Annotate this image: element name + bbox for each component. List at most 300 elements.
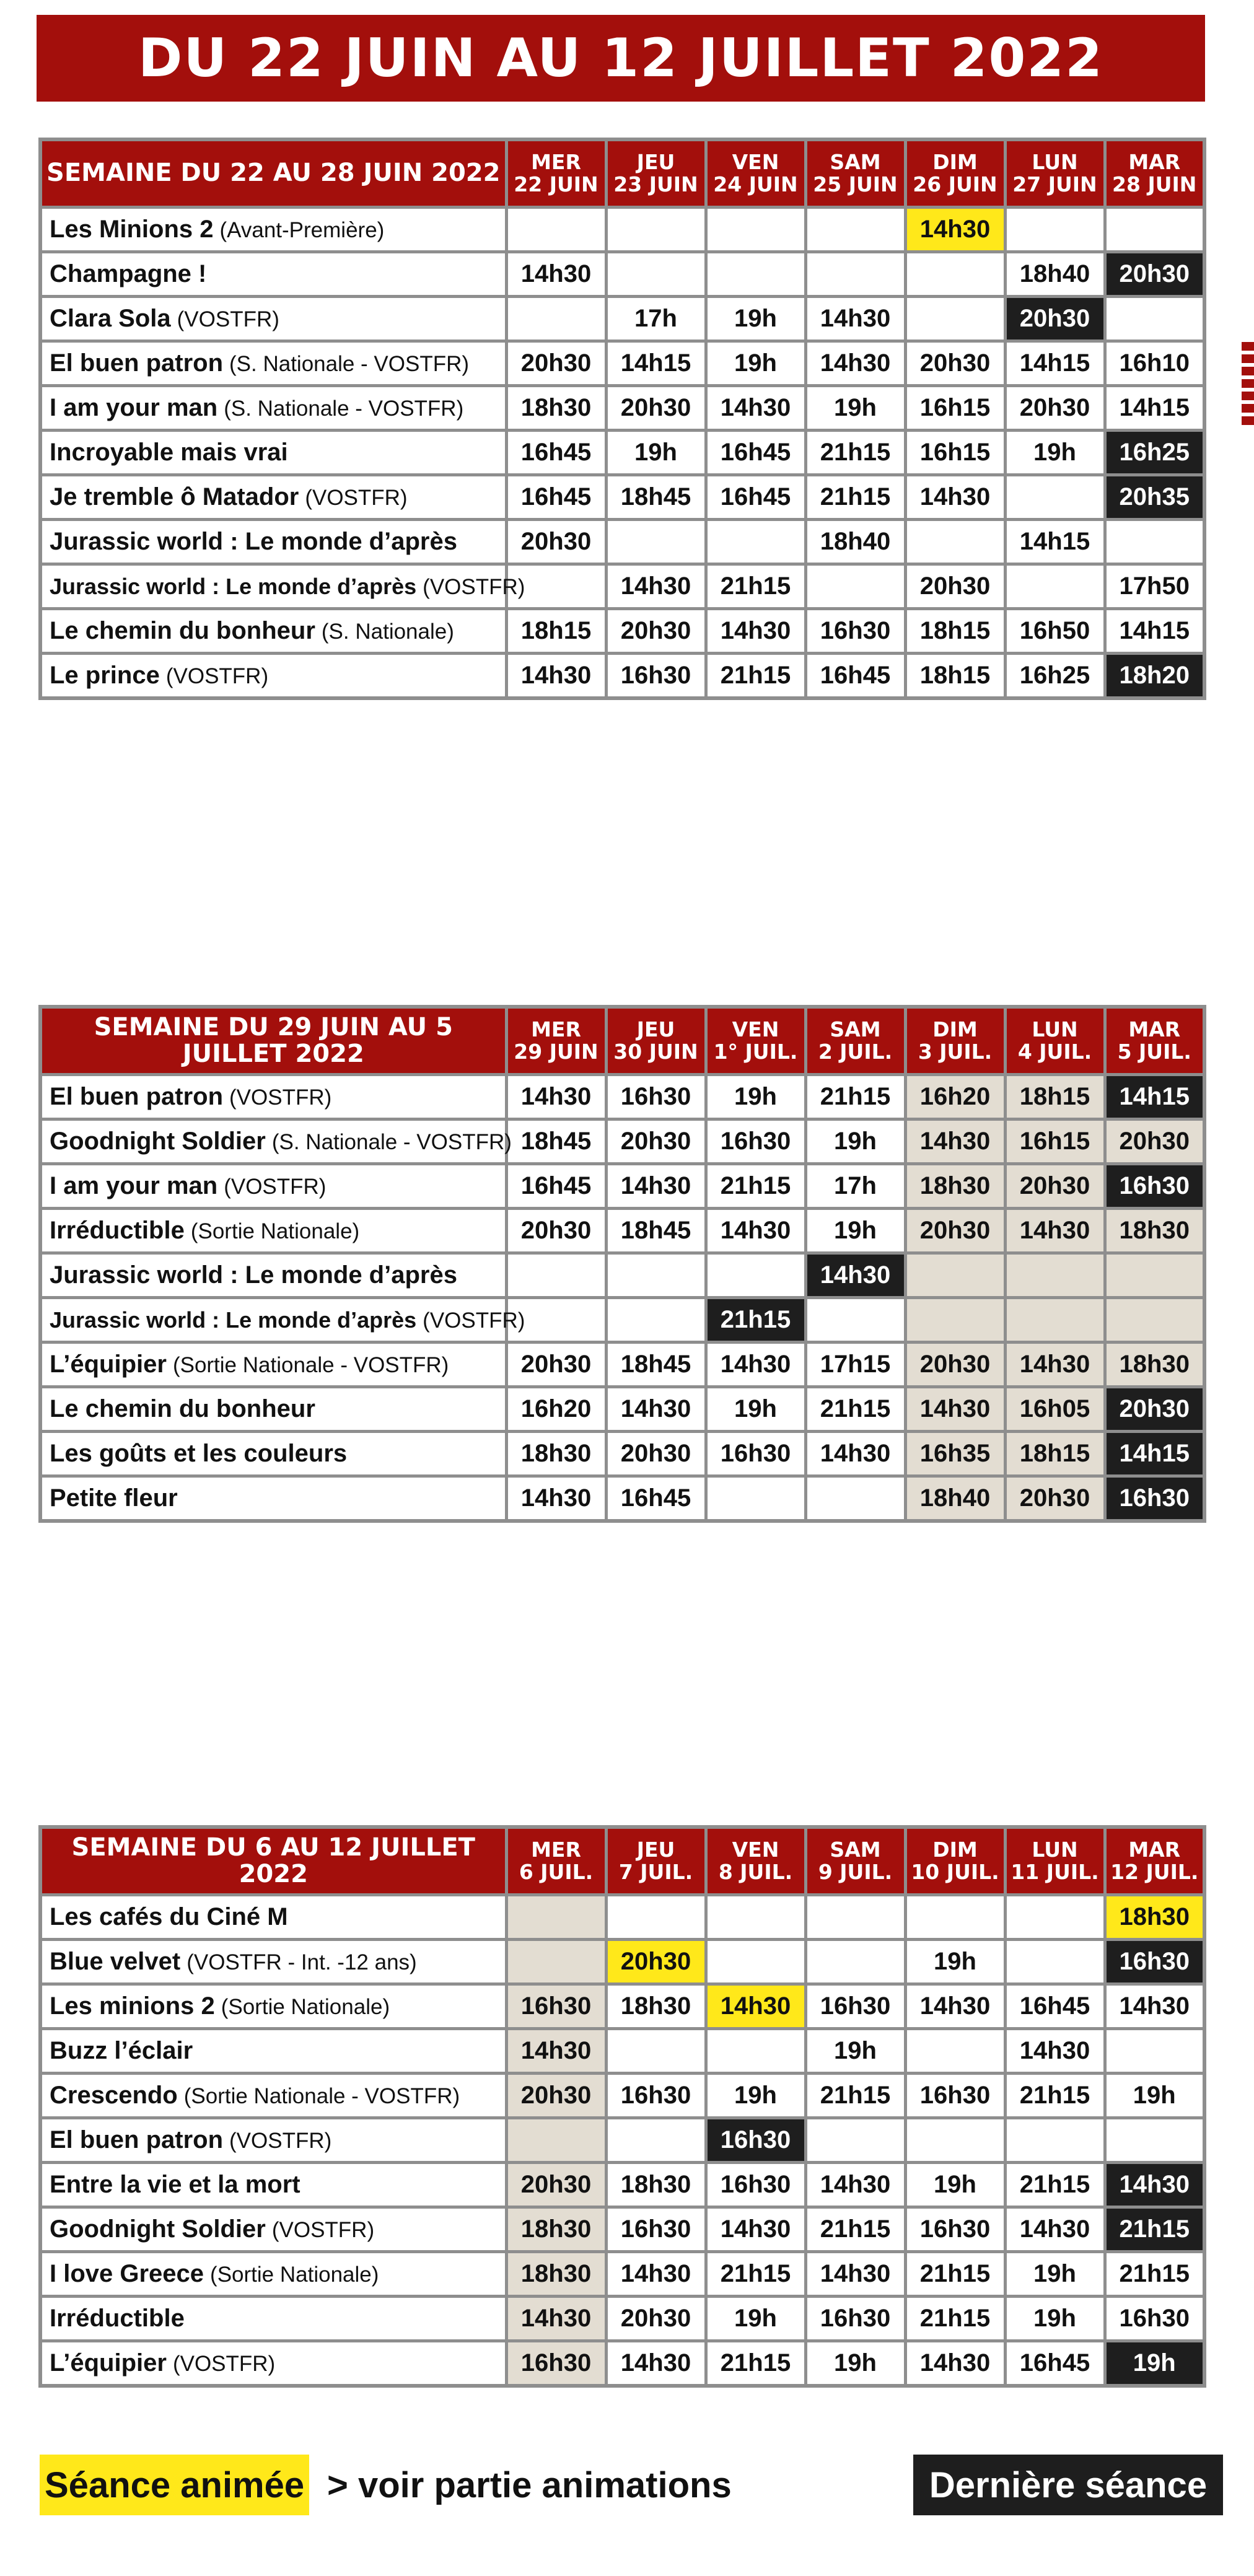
film-name: L’équipier <box>50 1351 167 1378</box>
film-note: (S. Nationale - VOSTFR) <box>271 1130 512 1154</box>
day-header <box>1105 139 1204 208</box>
showtime-cell <box>506 1940 606 1984</box>
film-title-cell <box>40 1343 506 1387</box>
film-title-cell <box>40 297 506 341</box>
film-row <box>40 1298 1204 1343</box>
showtime-cell: 16h35 <box>905 1432 1005 1476</box>
showtime-cell: 16h10 <box>1105 341 1204 386</box>
film-row <box>40 2252 1204 2297</box>
showtime-cell <box>506 1895 606 1940</box>
showtime-cell: 14h30 <box>706 1209 805 1253</box>
showtime-cell <box>506 2118 606 2163</box>
showtime-cell: 14h30 <box>506 252 606 297</box>
day-date: 26 JUIN <box>913 172 998 196</box>
showtime-cell <box>1005 564 1105 609</box>
showtime-cell <box>905 2029 1005 2074</box>
showtime-cell: 14h30 <box>606 564 706 609</box>
showtime-cell: 14h30 <box>506 654 606 699</box>
showtime-cell: 16h30 <box>706 1119 805 1164</box>
film-name: El buen patron <box>50 349 223 377</box>
day-name: DIM <box>932 1017 978 1042</box>
showtime-cell <box>905 520 1005 564</box>
showtime-cell: 19h <box>805 2341 905 2386</box>
film-note: (Sortie Nationale - VOSTFR) <box>183 2084 460 2108</box>
film-note: (Sortie Nationale) <box>190 1219 360 1243</box>
showtime-cell: 14h30 <box>1105 1984 1204 2029</box>
day-header <box>905 1827 1005 1895</box>
film-note: (Sortie Nationale) <box>221 1995 390 2019</box>
day-header <box>1005 1827 1105 1895</box>
showtime-cell: 18h45 <box>606 1209 706 1253</box>
day-name: MAR <box>1128 1017 1181 1042</box>
film-title-cell <box>40 1164 506 1209</box>
film-note: (VOSTFR) <box>172 2352 276 2376</box>
showtime-cell: 21h15 <box>805 1075 905 1119</box>
showtime-cell <box>905 252 1005 297</box>
showtime-cell: 14h30 <box>606 1387 706 1432</box>
film-title-cell <box>40 654 506 699</box>
film-name: Champagne ! <box>50 260 207 287</box>
showtime-cell: 20h30 <box>1105 252 1204 297</box>
film-name: Entre la vie et la mort <box>50 2171 300 2198</box>
showtime-cell: 21h15 <box>1005 2163 1105 2207</box>
showtime-cell <box>606 520 706 564</box>
legend-animated-note: > voir partie animations <box>327 2464 732 2505</box>
day-date: 27 JUIN <box>1012 172 1097 196</box>
showtime-cell: 14h30 <box>606 1164 706 1209</box>
showtime-cell <box>805 1895 905 1940</box>
showtime-cell: 19h <box>706 2074 805 2118</box>
day-header <box>506 139 606 208</box>
showtime-cell: 16h30 <box>706 2118 805 2163</box>
film-title-cell <box>40 431 506 475</box>
film-note: (VOSTFR) <box>229 1085 332 1110</box>
day-name: SAM <box>830 1838 881 1862</box>
film-row <box>40 520 1204 564</box>
day-name: LUN <box>1032 1838 1078 1862</box>
film-name: Clara Sola <box>50 305 171 332</box>
showtime-cell: 19h <box>706 1075 805 1119</box>
showtime-cell: 19h <box>1005 2297 1105 2341</box>
showtime-cell: 14h30 <box>1005 2207 1105 2252</box>
showtime-cell: 20h30 <box>506 2074 606 2118</box>
film-name: Incroyable mais vrai <box>50 439 288 466</box>
film-name: Le prince <box>50 662 160 689</box>
showtime-cell <box>1105 2029 1204 2074</box>
showtime-cell: 16h45 <box>606 1476 706 1522</box>
showtime-cell <box>606 1298 706 1343</box>
day-name: MER <box>531 150 581 175</box>
day-name: SAM <box>830 150 881 175</box>
day-header <box>905 139 1005 208</box>
film-note: (Sortie Nationale) <box>210 2263 379 2287</box>
showtime-cell: 14h30 <box>606 2341 706 2386</box>
film-title-cell <box>40 1253 506 1298</box>
showtime-cell: 14h15 <box>1105 386 1204 431</box>
day-name: SAM <box>830 1017 881 1042</box>
film-name: Crescendo <box>50 2082 178 2109</box>
showtime-cell: 20h30 <box>1005 297 1105 341</box>
showtime-cell: 21h15 <box>706 2252 805 2297</box>
showtime-cell: 16h15 <box>905 431 1005 475</box>
showtime-cell: 20h30 <box>506 2163 606 2207</box>
film-row <box>40 1476 1204 1522</box>
day-header <box>805 1007 905 1075</box>
day-name: MER <box>531 1838 581 1862</box>
film-row <box>40 654 1204 699</box>
showtime-cell: 19h <box>706 341 805 386</box>
showtime-cell: 20h30 <box>606 1119 706 1164</box>
film-title-cell <box>40 208 506 252</box>
film-name: El buen patron <box>50 1083 223 1110</box>
showtime-cell: 16h30 <box>1105 1476 1204 1522</box>
showtime-cell: 16h25 <box>1105 431 1204 475</box>
showtime-cell: 16h30 <box>606 2207 706 2252</box>
showtime-cell: 21h15 <box>1005 2074 1105 2118</box>
day-date: 28 JUIN <box>1112 172 1197 196</box>
showtime-cell: 16h45 <box>805 654 905 699</box>
film-title-cell <box>40 1387 506 1432</box>
week-header-row <box>40 1007 1204 1075</box>
film-row <box>40 2341 1204 2386</box>
day-header <box>706 1827 805 1895</box>
showtime-cell <box>606 208 706 252</box>
day-date: 24 JUIN <box>713 172 798 196</box>
day-header <box>805 1827 905 1895</box>
showtime-cell <box>606 252 706 297</box>
showtime-cell <box>1005 1940 1105 1984</box>
showtime-cell: 20h30 <box>606 1940 706 1984</box>
film-name: El buen patron <box>50 2126 223 2153</box>
showtime-cell: 14h15 <box>1005 341 1105 386</box>
showtime-cell: 19h <box>805 386 905 431</box>
showtime-cell <box>1105 297 1204 341</box>
day-header <box>506 1827 606 1895</box>
day-date: 23 JUIN <box>613 172 698 196</box>
showtime-cell: 14h15 <box>1105 609 1204 654</box>
showtime-cell: 18h30 <box>506 2252 606 2297</box>
day-name: LUN <box>1032 150 1078 175</box>
film-row <box>40 1209 1204 1253</box>
film-row <box>40 2163 1204 2207</box>
showtime-cell <box>706 520 805 564</box>
film-title-cell <box>40 2029 506 2074</box>
film-name: L’équipier <box>50 2349 167 2377</box>
showtime-cell <box>905 1895 1005 1940</box>
film-row <box>40 386 1204 431</box>
film-note: (Sortie Nationale - VOSTFR) <box>172 1353 449 1377</box>
showtime-cell <box>706 1476 805 1522</box>
showtime-cell: 16h30 <box>606 1075 706 1119</box>
showtime-cell <box>805 1940 905 1984</box>
film-note: (VOSTFR) <box>423 575 525 599</box>
showtime-cell: 16h45 <box>1005 1984 1105 2029</box>
showtime-cell: 20h30 <box>905 564 1005 609</box>
showtime-cell: 18h40 <box>805 520 905 564</box>
day-header <box>1105 1007 1204 1075</box>
showtime-cell: 17h50 <box>1105 564 1204 609</box>
showtime-cell: 14h30 <box>805 2163 905 2207</box>
film-row <box>40 2297 1204 2341</box>
showtime-cell <box>805 208 905 252</box>
showtime-cell: 14h30 <box>706 1984 805 2029</box>
day-header <box>606 139 706 208</box>
day-name: JEU <box>636 1838 675 1862</box>
day-header <box>506 1007 606 1075</box>
showtime-cell: 14h30 <box>506 2297 606 2341</box>
showtime-cell: 14h30 <box>905 208 1005 252</box>
film-row <box>40 1984 1204 2029</box>
film-name: Petite fleur <box>50 1484 178 1512</box>
showtime-cell: 14h30 <box>606 2252 706 2297</box>
showtime-cell <box>706 208 805 252</box>
showtime-cell: 20h30 <box>606 609 706 654</box>
film-row <box>40 475 1204 520</box>
showtime-cell <box>1005 1298 1105 1343</box>
film-name: Irréductible <box>50 2305 185 2332</box>
showtime-cell: 16h30 <box>805 2297 905 2341</box>
showtime-cell <box>1005 475 1105 520</box>
showtime-cell: 14h15 <box>1105 1075 1204 1119</box>
showtime-cell: 14h30 <box>805 341 905 386</box>
film-title-cell <box>40 1476 506 1522</box>
film-row <box>40 609 1204 654</box>
showtime-cell <box>1005 208 1105 252</box>
film-row <box>40 1119 1204 1164</box>
film-row <box>40 2074 1204 2118</box>
showtime-cell: 14h30 <box>805 1253 905 1298</box>
showtime-cell: 16h45 <box>706 475 805 520</box>
showtime-cell: 14h30 <box>905 2341 1005 2386</box>
showtime-cell: 18h30 <box>1105 1895 1204 1940</box>
showtime-cell: 21h15 <box>1105 2252 1204 2297</box>
day-name: MAR <box>1128 1838 1181 1862</box>
showtime-cell: 16h45 <box>506 1164 606 1209</box>
showtime-cell: 14h30 <box>1005 2029 1105 2074</box>
film-name: Irréductible <box>50 1217 185 1244</box>
showtime-cell: 20h30 <box>1005 1476 1105 1522</box>
week-label: SEMAINE DU 6 AU 12 JUILLET 2022 <box>40 1827 506 1895</box>
showtime-cell <box>606 1253 706 1298</box>
film-name: Jurassic world : Le monde d’après <box>50 1261 457 1289</box>
day-date: 7 JUIL. <box>618 1860 693 1884</box>
day-date: 22 JUIN <box>514 172 598 196</box>
showtime-cell: 14h30 <box>706 1343 805 1387</box>
showtime-cell <box>905 2118 1005 2163</box>
day-name: JEU <box>636 1017 675 1042</box>
week-3-table <box>38 1825 1206 2388</box>
showtime-cell: 18h30 <box>606 2163 706 2207</box>
showtime-cell: 18h15 <box>905 609 1005 654</box>
showtime-cell: 21h15 <box>1105 2207 1204 2252</box>
showtime-cell: 16h45 <box>1005 2341 1105 2386</box>
showtime-cell <box>506 1253 606 1298</box>
showtime-cell: 16h30 <box>805 609 905 654</box>
showtime-cell: 14h30 <box>1005 1209 1105 1253</box>
film-name: Les goûts et les couleurs <box>50 1440 348 1467</box>
showtime-cell <box>905 1253 1005 1298</box>
day-date: 9 JUIL. <box>818 1860 893 1884</box>
day-date: 29 JUIN <box>514 1040 598 1064</box>
day-date: 30 JUIN <box>613 1040 698 1064</box>
showtime-cell: 18h45 <box>506 1119 606 1164</box>
film-title-cell <box>40 475 506 520</box>
showtime-cell: 14h30 <box>905 1119 1005 1164</box>
showtime-cell: 20h30 <box>506 341 606 386</box>
showtime-cell <box>905 1298 1005 1343</box>
day-name: VEN <box>732 150 779 175</box>
day-header <box>706 139 805 208</box>
showtime-cell: 16h30 <box>905 2207 1005 2252</box>
showtime-cell: 21h15 <box>805 2207 905 2252</box>
showtime-cell: 21h15 <box>805 1387 905 1432</box>
showtime-cell: 18h30 <box>506 1432 606 1476</box>
showtime-cell: 20h30 <box>905 1209 1005 1253</box>
showtime-cell: 19h <box>1105 2341 1204 2386</box>
week-header-row <box>40 1827 1204 1895</box>
day-name: DIM <box>932 150 978 175</box>
showtime-cell: 14h30 <box>506 1075 606 1119</box>
showtime-cell: 14h30 <box>706 2207 805 2252</box>
showtime-cell: 16h30 <box>1105 2297 1204 2341</box>
showtime-cell: 21h15 <box>706 1298 805 1343</box>
film-note: (S. Nationale - VOSTFR) <box>224 396 464 421</box>
showtime-cell <box>706 2029 805 2074</box>
showtime-cell <box>706 1253 805 1298</box>
showtime-cell: 18h30 <box>506 386 606 431</box>
week-1-table <box>38 138 1206 700</box>
showtime-cell: 14h30 <box>905 475 1005 520</box>
film-title-cell <box>40 341 506 386</box>
film-row <box>40 1432 1204 1476</box>
film-title-cell <box>40 1432 506 1476</box>
showtime-cell: 19h <box>706 1387 805 1432</box>
film-name: Jurassic world : Le monde d’après <box>50 528 457 555</box>
showtime-cell: 18h30 <box>1105 1209 1204 1253</box>
showtime-cell <box>1005 2118 1105 2163</box>
legend-last-session: Dernière séance <box>913 2455 1223 2515</box>
showtime-cell: 19h <box>1005 431 1105 475</box>
showtime-cell <box>1005 1253 1105 1298</box>
day-name: MAR <box>1128 150 1181 175</box>
showtime-cell <box>706 1940 805 1984</box>
day-name: LUN <box>1032 1017 1078 1042</box>
showtime-cell <box>1005 1895 1105 1940</box>
showtime-cell: 14h30 <box>1005 1343 1105 1387</box>
showtime-cell <box>506 297 606 341</box>
showtime-cell: 16h30 <box>606 2074 706 2118</box>
showtime-cell <box>805 1476 905 1522</box>
showtime-cell: 16h30 <box>706 2163 805 2207</box>
film-row <box>40 1387 1204 1432</box>
showtime-cell: 14h15 <box>1105 1432 1204 1476</box>
showtime-cell: 21h15 <box>706 564 805 609</box>
film-row <box>40 1940 1204 1984</box>
page-title: DU 22 JUIN AU 12 JUILLET 2022 <box>37 15 1205 102</box>
film-row <box>40 341 1204 386</box>
showtime-cell: 14h30 <box>905 1387 1005 1432</box>
film-name: Blue velvet <box>50 1948 181 1975</box>
film-name: I am your man <box>50 394 218 421</box>
film-row <box>40 1164 1204 1209</box>
film-name: I love Greece <box>50 2260 204 2287</box>
film-name: Le chemin du bonheur <box>50 617 315 644</box>
film-title-cell <box>40 2118 506 2163</box>
showtime-cell: 17h <box>606 297 706 341</box>
showtime-cell <box>805 564 905 609</box>
showtime-cell: 18h20 <box>1105 654 1204 699</box>
film-note: (VOSTFR - Int. -12 ans) <box>186 1950 417 1974</box>
film-title-cell <box>40 386 506 431</box>
day-header <box>1005 1007 1105 1075</box>
showtime-cell: 20h30 <box>506 520 606 564</box>
day-name: VEN <box>732 1838 779 1862</box>
showtime-cell <box>506 208 606 252</box>
film-title-cell <box>40 609 506 654</box>
film-title-cell <box>40 252 506 297</box>
day-date: 11 JUIL. <box>1011 1860 1099 1884</box>
showtime-cell: 18h30 <box>606 1984 706 2029</box>
day-date: 1° JUIL. <box>713 1040 798 1064</box>
week-header-row <box>40 139 1204 208</box>
day-header <box>606 1827 706 1895</box>
showtime-cell: 20h30 <box>606 386 706 431</box>
film-name: Goodnight Soldier <box>50 2215 266 2243</box>
showtime-cell: 20h30 <box>506 1209 606 1253</box>
film-title-cell <box>40 564 525 609</box>
film-note: (VOSTFR) <box>224 1175 327 1199</box>
film-title-cell <box>40 2252 506 2297</box>
week-2-table <box>38 1005 1206 1523</box>
film-title-cell <box>40 2163 506 2207</box>
day-date: 25 JUIN <box>813 172 898 196</box>
showtime-cell: 16h30 <box>1105 1940 1204 1984</box>
day-name: VEN <box>732 1017 779 1042</box>
showtime-cell <box>606 2029 706 2074</box>
film-row <box>40 1343 1204 1387</box>
day-header <box>606 1007 706 1075</box>
showtime-cell: 21h15 <box>805 431 905 475</box>
showtime-cell <box>905 297 1005 341</box>
showtime-cell: 14h15 <box>606 341 706 386</box>
film-row <box>40 1895 1204 1940</box>
showtime-cell: 16h30 <box>506 1984 606 2029</box>
film-title-cell <box>40 1984 506 2029</box>
film-name: Les cafés du Ciné M <box>50 1903 288 1930</box>
showtime-cell: 16h50 <box>1005 609 1105 654</box>
showtime-cell: 16h30 <box>905 2074 1005 2118</box>
day-date: 6 JUIL. <box>519 1860 594 1884</box>
film-name: Les Minions 2 <box>50 216 214 243</box>
showtime-cell: 14h30 <box>905 1984 1005 2029</box>
showtime-cell: 18h45 <box>606 1343 706 1387</box>
day-header <box>1005 139 1105 208</box>
film-row <box>40 431 1204 475</box>
day-name: JEU <box>636 150 675 175</box>
day-header <box>805 139 905 208</box>
showtime-cell: 20h30 <box>606 1432 706 1476</box>
film-title-cell <box>40 1119 512 1164</box>
film-row <box>40 2029 1204 2074</box>
film-note: (S. Nationale) <box>321 620 454 644</box>
showtime-cell: 21h15 <box>805 475 905 520</box>
showtime-cell: 16h05 <box>1005 1387 1105 1432</box>
film-note: (Avant-Première) <box>219 218 385 242</box>
showtime-cell: 20h30 <box>905 341 1005 386</box>
showtime-cell <box>805 252 905 297</box>
film-note: (VOSTFR) <box>229 2129 332 2153</box>
day-header <box>1105 1827 1204 1895</box>
